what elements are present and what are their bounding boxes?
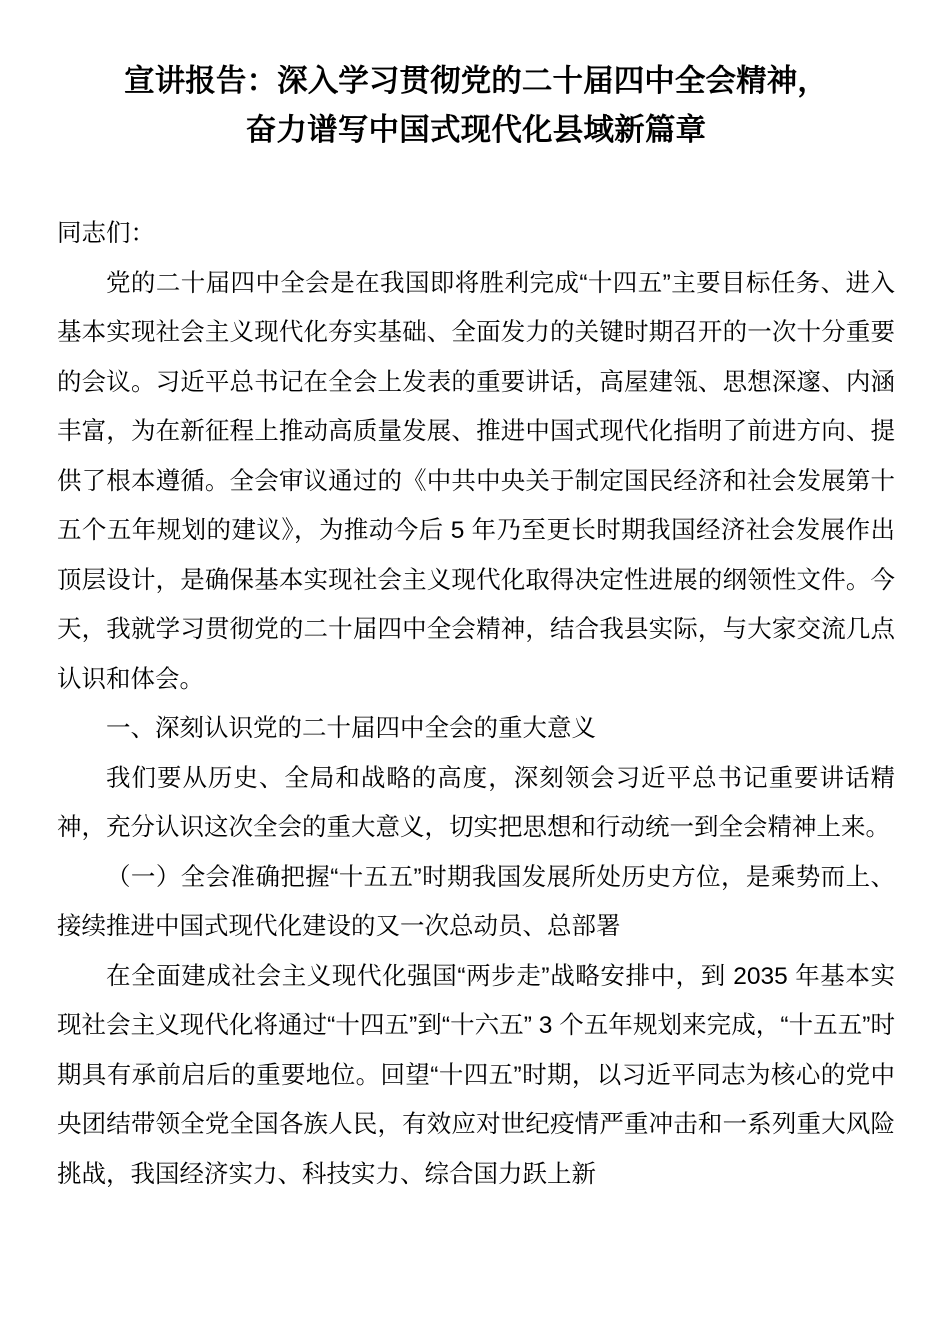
section-heading-1: 一、深刻认识党的二十届四中全会的重大意义 xyxy=(106,715,596,742)
body-paragraph-3: 在全面建成社会主义现代化强国“两步走”战略安排中，到 2035 年基本实现社会主义现代化将通过“十四五”到“十六五” 3 个五年规划来完成，“十五五”时期具有承前启后的重要地位。回望“十四五”时期，以习近平同志为核心的党中央团结带领全党全国各族人民，有效应对世纪疫情严重冲击和一系列重大风险挑战，我国经济实力、科技实力、综合国力跃上新 xyxy=(57,962,895,1188)
body-paragraph-2: 我们要从历史、全局和战略的高度，深刻领会习近平总书记重要讲话精神，充分认识这次全会的重大意义，切实把思想和行动统一到全会精神上来。 xyxy=(57,764,895,841)
salutation: 同志们： xyxy=(57,220,155,247)
page-title-line-2: 奋力谱写中国式现代化县域新篇章 xyxy=(245,113,707,147)
page-title-line-1: 宣讲报告：深入学习贯彻党的二十届四中全会精神， xyxy=(124,64,828,98)
subsection-heading-1: （一）全会准确把握“十五五”时期我国发展所处历史方位，是乘势而上、接续推进中国式现代化建设的又一次总动员、总部署 xyxy=(57,863,895,940)
page-title xyxy=(57,0,895,155)
body-paragraph-1: 党的二十届四中全会是在我国即将胜利完成“十四五”主要目标任务、进入基本实现社会主义现代化夯实基础、全面发力的关键时期召开的一次十分重要的会议。习近平总书记在全会上发表的重要讲话，高屋建瓴、思想深邃、内涵丰富，为在新征程上推动高质量发展、推进中国式现代化指明了前进方向、提供了根本遵循。全会审议通过的《中共中央关于制定国民经济和社会发展第十五个五年规划的建议》，为推动今后 5 年乃至更长时期我国经济社会发展作出顶层设计，是确保基本实现社会主义现代化取得决定性进展的纲领性文件。今天，我就学习贯彻党的二十届四中全会精神，结合我县实际，与大家交流几点认识和体会。 xyxy=(57,269,895,693)
document-body xyxy=(57,0,895,1199)
